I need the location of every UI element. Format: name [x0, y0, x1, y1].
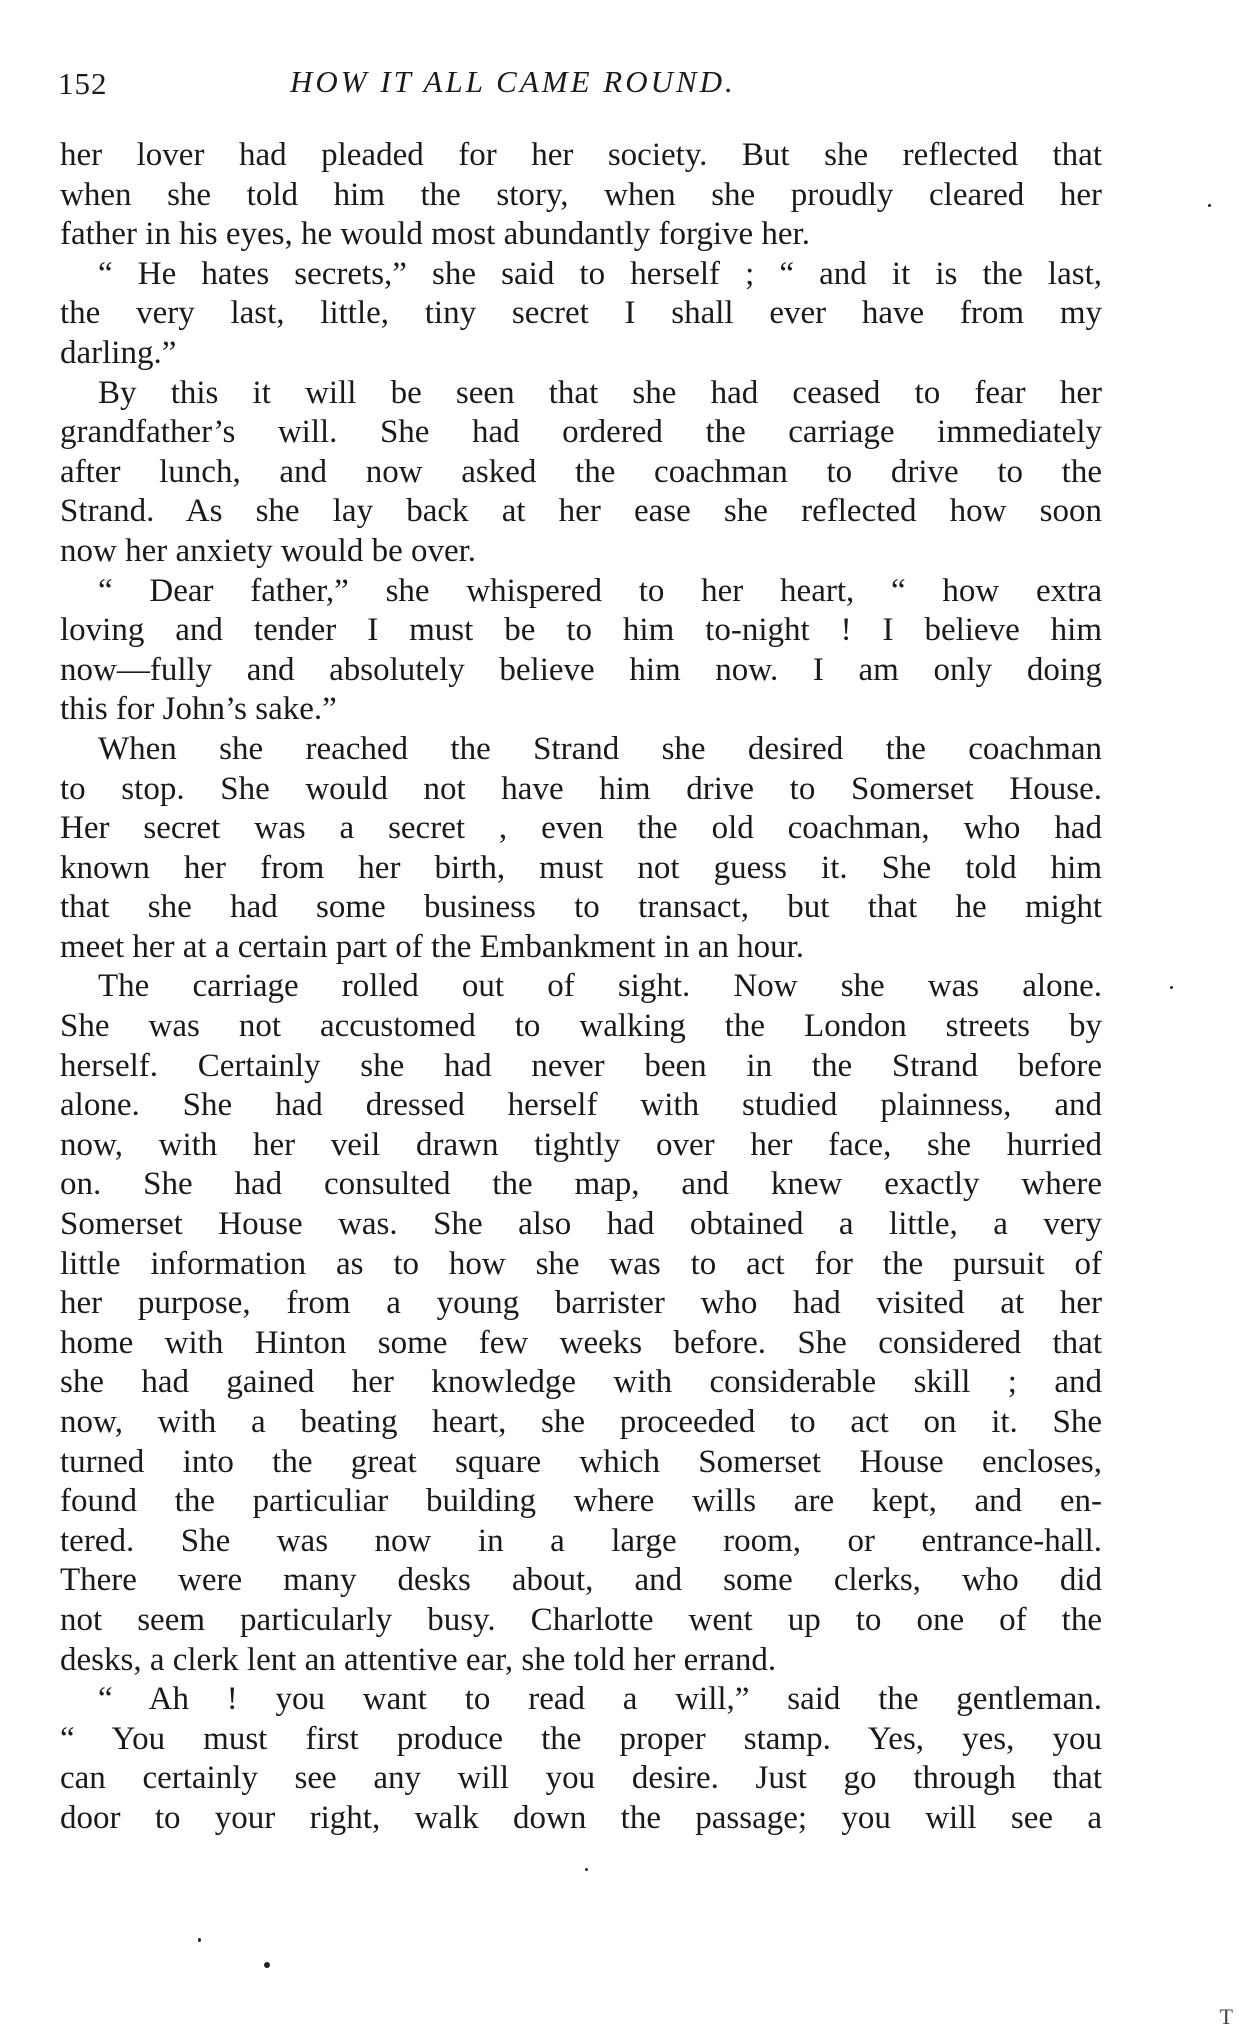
text-line: on. She had consulted the map, and knew exactly where [60, 1166, 1102, 1203]
print-speck [1208, 204, 1211, 207]
text-line: loving and tender I must be to him to-night ! I believe him [60, 612, 1102, 649]
text-line: can certainly see any will you desire. Just go through that [60, 1760, 1102, 1797]
text-line: turned into the great square which Somerset House encloses, [60, 1443, 1102, 1480]
text-line: now, with a beating heart, she proceeded to act on it. She [60, 1404, 1102, 1440]
text-line: grandfather’s will. She had ordered the carriage immediately [60, 414, 1102, 451]
page-number: 152 [58, 66, 108, 101]
running-title: HOW IT ALL CAME ROUND. [290, 64, 736, 99]
text-line: The carriage rolled out of sight. Now she was alone. [98, 968, 1102, 1005]
text-line: found the particuliar building where wills are kept, and en- [60, 1483, 1102, 1520]
text-line: known her from her birth, must not guess it. She told him [60, 849, 1102, 886]
text-line: There were many desks about, and some clerks, who did [60, 1562, 1102, 1599]
print-speck [1170, 986, 1173, 989]
text-line: when she told him the story, when she proudly cleared her [60, 176, 1102, 213]
text-line: home with Hinton some few weeks before. She considered that [60, 1324, 1102, 1361]
text-line: alone. She had dressed herself with studied plainness, and [60, 1087, 1102, 1124]
text-line: she had gained her knowledge with considerable skill ; and [60, 1364, 1102, 1401]
text-line: after lunch, and now asked the coachman to drive to the [60, 453, 1102, 490]
page-header [58, 64, 1108, 104]
text-line: When she reached the Strand she desired the coachman [98, 730, 1102, 767]
text-line: door to your right, walk down the passage; you will see a [60, 1799, 1102, 1836]
text-line: little information as to how she was to act for the pursuit of [60, 1245, 1102, 1282]
text-line: By this it will be seen that she had ceased to fear her [98, 374, 1102, 411]
corner-mark: T [1219, 2004, 1233, 2029]
print-speck [585, 1868, 588, 1871]
text-line: “ He hates secrets,” she said to herself ; “ and it is the last, [98, 255, 1102, 292]
text-line: desks, a clerk lent an attentive ear, she told her errand. [60, 1641, 777, 1678]
text-line: this for John’s sake.” [60, 691, 337, 728]
text-line: her purpose, from a young barrister who had visited at her [60, 1285, 1102, 1322]
print-speck [198, 1938, 201, 1942]
text-line: herself. Certainly she had never been in the Strand before [60, 1047, 1102, 1084]
text-line: now her anxiety would be over. [60, 532, 477, 569]
text-line: that she had some business to transact, but that he might [60, 889, 1102, 926]
text-line: Strand. As she lay back at her ease she reflected how soon [60, 493, 1102, 530]
text-line: She was not accustomed to walking the London streets by [60, 1008, 1102, 1045]
text-line: Her secret was a secret , even the old coachman, who had [60, 810, 1102, 847]
text-line: Somerset House was. She also had obtained a little, a very [60, 1206, 1102, 1243]
text-line: the very last, little, tiny secret I shall ever have from my [60, 295, 1102, 332]
print-speck [264, 1962, 270, 1968]
text-line: now—fully and absolutely believe him now. I am only doing [60, 651, 1102, 688]
text-line: “ You must first produce the proper stamp. Yes, yes, you [60, 1720, 1102, 1757]
text-line: her lover had pleaded for her society. But she reflected that [60, 137, 1102, 173]
text-line: father in his eyes, he would most abundantly forgive her. [60, 216, 810, 253]
text-line: tered. She was now in a large room, or entrance-hall. [60, 1522, 1102, 1559]
body-text [60, 136, 1102, 1839]
text-line: now, with her veil drawn tightly over her face, she hurried [60, 1126, 1102, 1163]
text-line: “ Ah ! you want to read a will,” said the gentleman. [98, 1681, 1102, 1718]
text-line: meet her at a certain part of the Embankment in an hour. [60, 928, 805, 965]
text-line: not seem particularly busy. Charlotte went up to one of the [60, 1601, 1102, 1638]
text-line: darling.” [60, 334, 177, 371]
text-line: “ Dear father,” she whispered to her heart, “ how extra [98, 572, 1102, 609]
text-line: to stop. She would not have him drive to Somerset House. [60, 770, 1102, 807]
